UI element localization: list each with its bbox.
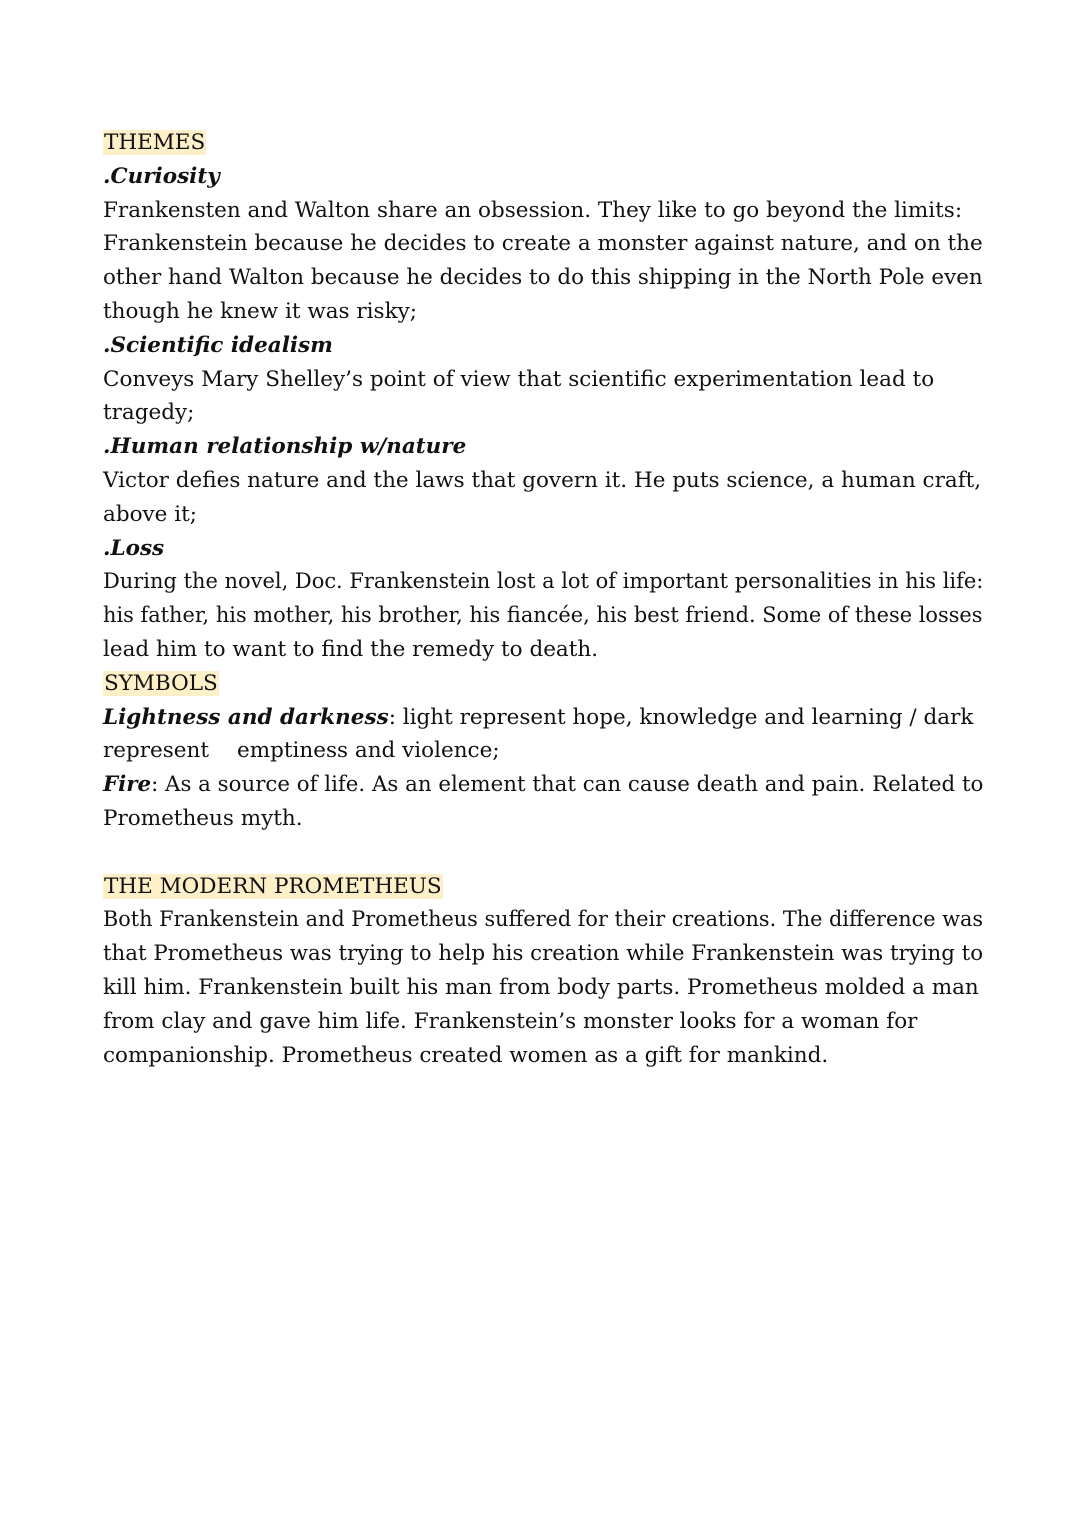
- symbol-light-line-2: [103, 734, 983, 768]
- theme-text-line: Frankensten and Walton share an obsession. They like to go beyond the limits:: [103, 197, 963, 223]
- theme-text-line: other hand Walton because he decides to do this shipping in the North Pole even: [103, 265, 983, 291]
- prometheus-heading: THE MODERN PROMETHEUS: [104, 873, 442, 899]
- theme-text-line: his father, his mother, his brother, his fiancée, his best friend. Some of these losses: [103, 603, 983, 629]
- themes-heading: THEMES: [104, 130, 206, 155]
- theme-title-human-relationship: .Human relationship w/nature: [103, 434, 467, 460]
- prometheus-text-line: kill him. Frankenstein built his man from body parts. Prometheus molded a man: [103, 974, 979, 1000]
- theme-title-scientific-idealism: .Scientific idealism: [103, 332, 333, 358]
- symbols-heading-line: [103, 667, 983, 701]
- symbol-fire-line: [103, 768, 984, 802]
- theme-title-curiosity: .Curiosity: [103, 163, 220, 189]
- symbol-text: represent: [103, 738, 210, 764]
- symbol-term-fire: Fire: [103, 772, 152, 798]
- theme-text-line: Conveys Mary Shelley’s point of view that scientific experimentation lead to: [103, 366, 935, 392]
- themes-heading-line: [103, 126, 983, 160]
- document-page: [103, 126, 983, 1072]
- theme-text-line: Frankenstein because he decides to create a monster against nature, and on the: [103, 231, 983, 257]
- prometheus-text-line: that Prometheus was trying to help his creation while Frankenstein was trying to: [103, 941, 984, 967]
- symbol-text-line: Prometheus myth.: [103, 805, 303, 831]
- theme-text-line: During the novel, Doc. Frankenstein lost a lot of important personalities in his life:: [103, 569, 984, 595]
- prometheus-text-line: from clay and gave him life. Frankenstein’s monster looks for a woman for: [103, 1008, 918, 1034]
- theme-text-line: above it;: [103, 501, 197, 527]
- symbol-term-light: Lightness and darkness: [103, 704, 389, 730]
- theme-text-line: tragedy;: [103, 400, 195, 426]
- theme-text-line: lead him to want to find the remedy to death.: [103, 636, 599, 662]
- symbols-heading: SYMBOLS: [104, 670, 218, 696]
- theme-title-loss: .Loss: [103, 535, 165, 561]
- prometheus-text-line: Both Frankenstein and Prometheus suffered for their creations. The difference was: [103, 907, 984, 933]
- symbol-light-line: [103, 701, 983, 735]
- theme-text-line: though he knew it was risky;: [103, 298, 418, 324]
- prometheus-text-line: companionship. Prometheus created women as a gift for mankind.: [103, 1042, 829, 1068]
- symbol-text: : light represent hope, knowledge and learning / dark: [388, 704, 974, 730]
- symbol-text: emptiness and violence;: [237, 738, 500, 764]
- spacer: [103, 836, 983, 870]
- prometheus-heading-line: [103, 870, 983, 904]
- theme-text-line: Victor defies nature and the laws that govern it. He puts science, a human craft,: [103, 467, 982, 493]
- symbol-text: : As a source of life. As an element that can cause death and pain. Related to: [151, 772, 984, 798]
